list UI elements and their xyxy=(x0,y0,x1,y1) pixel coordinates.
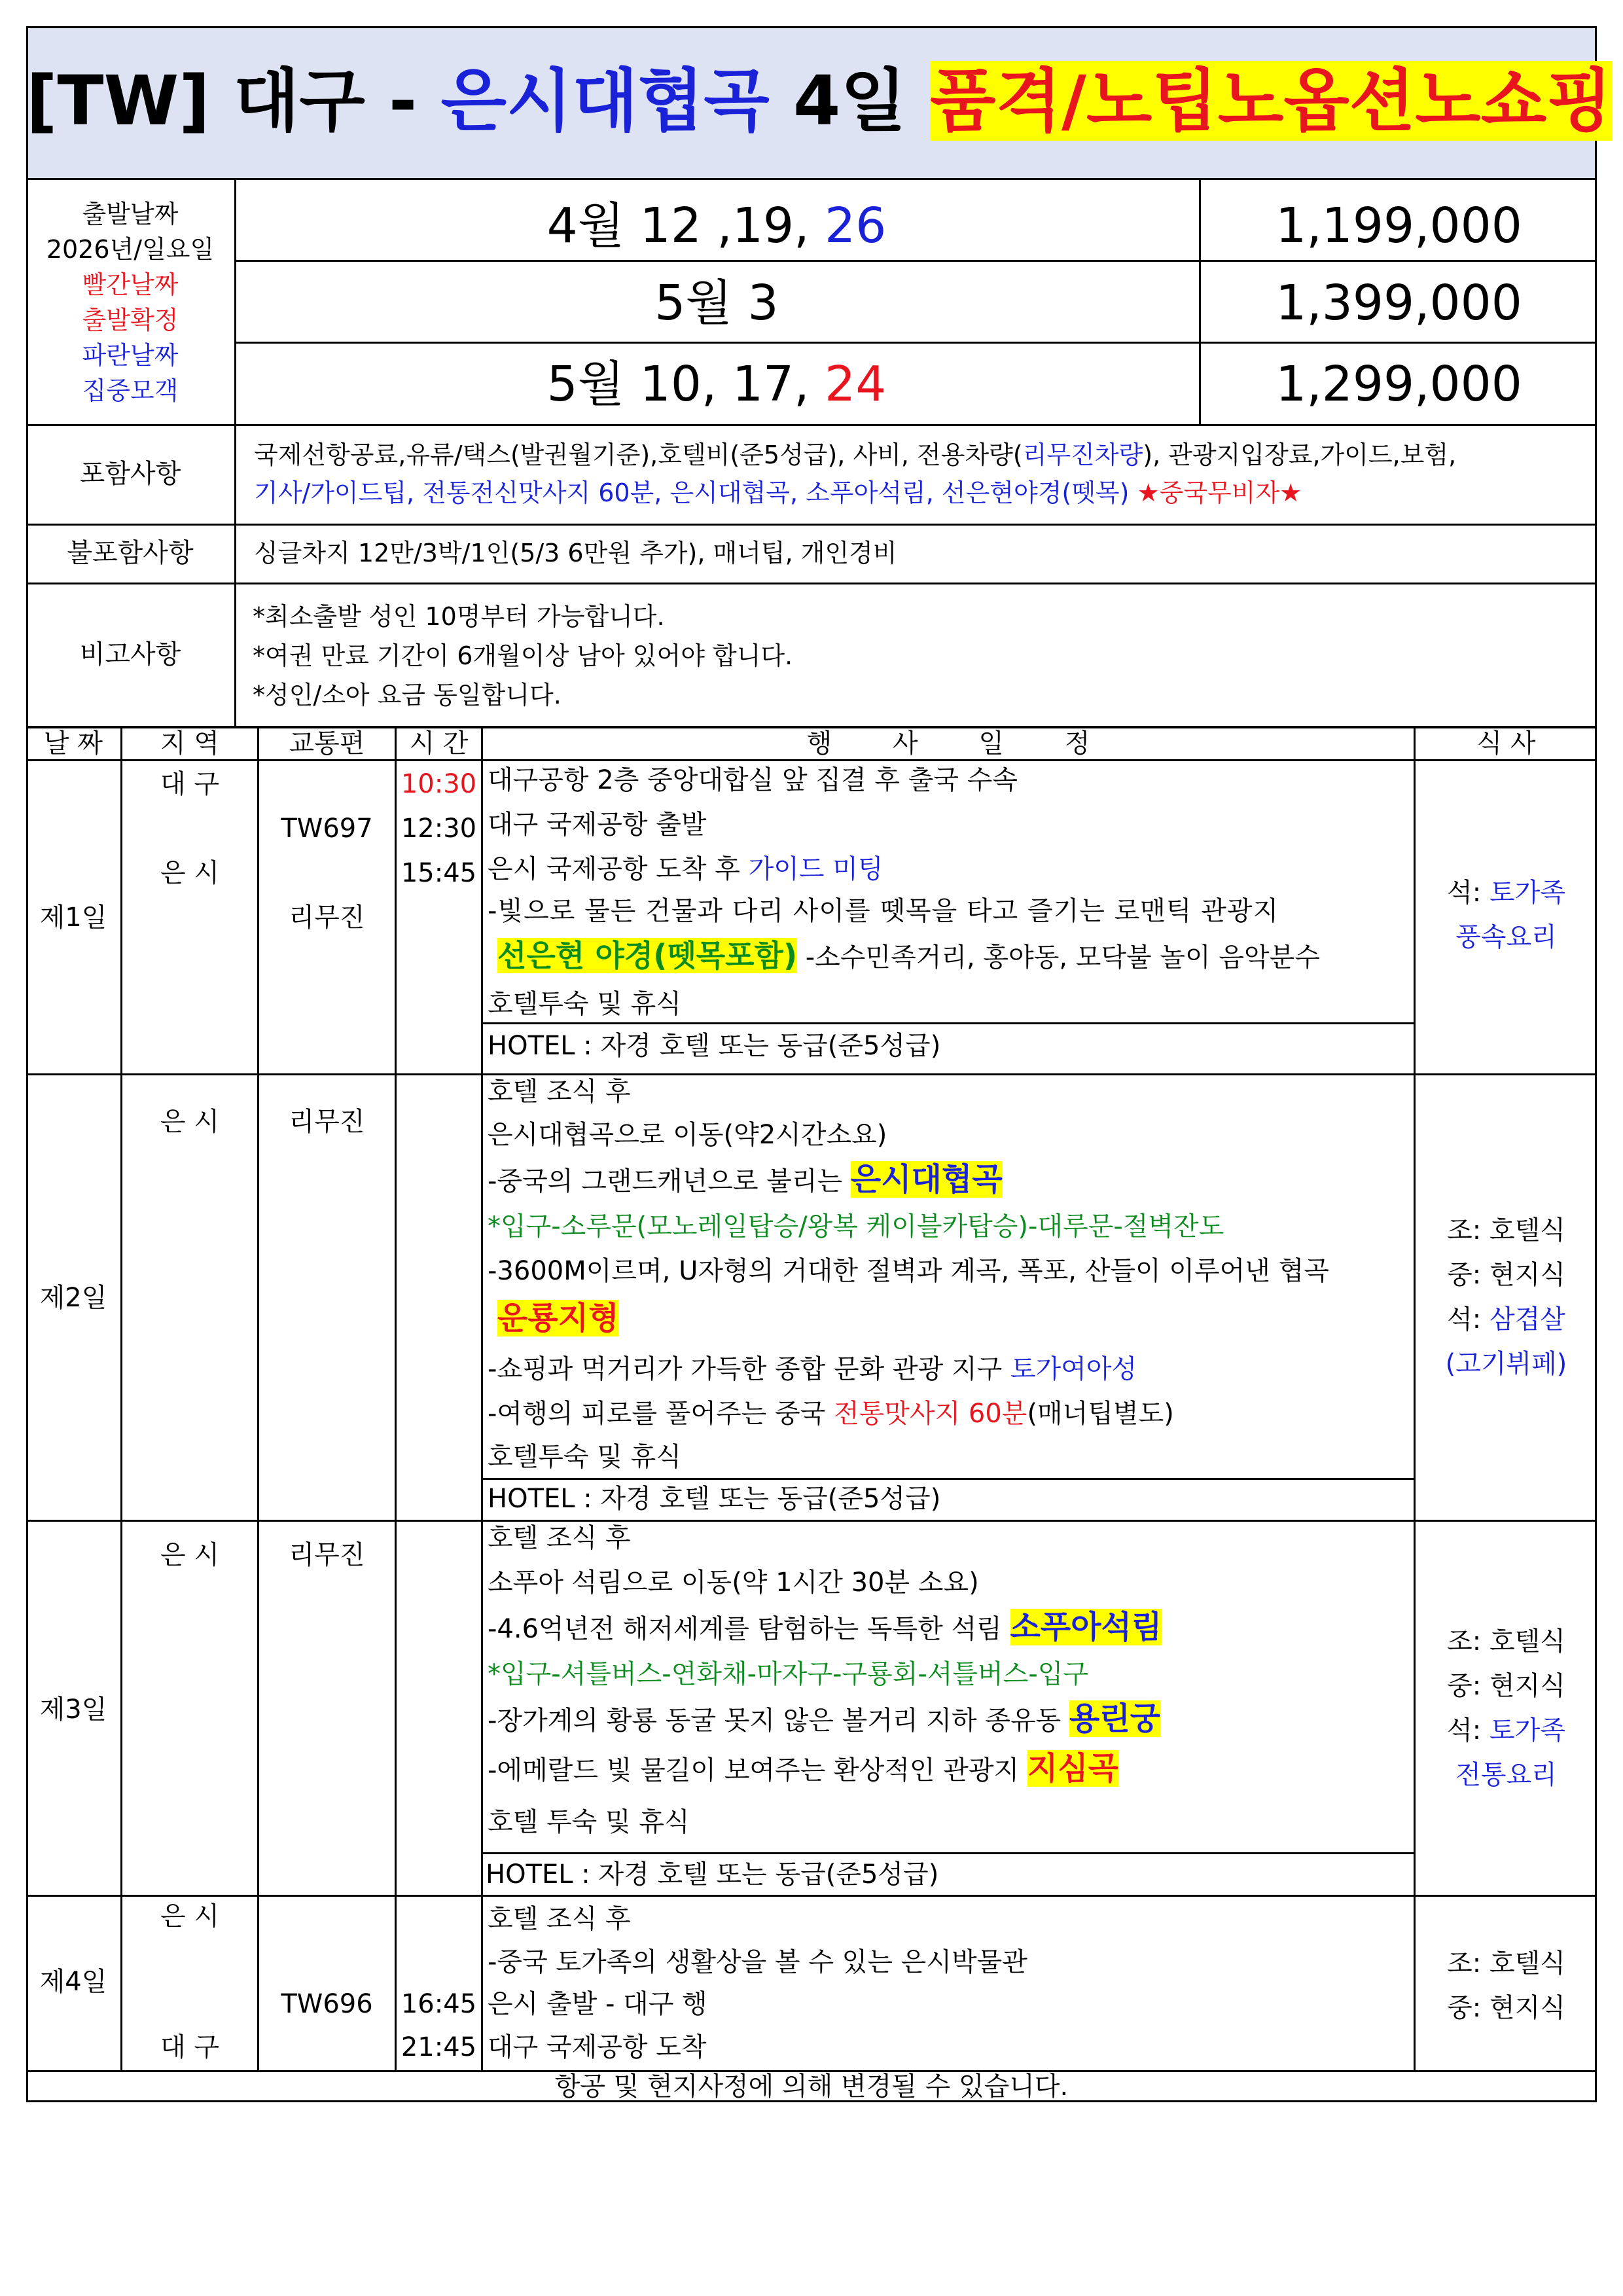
day-2-line-1: 호텔 조식 후 xyxy=(488,1077,631,1107)
day-3-line-3: -4.6억년전 해저세계를 탐험하는 독특한 석림 소푸아석림 xyxy=(488,1609,1162,1645)
cloud-dragon-highlight: 운룡지형 xyxy=(497,1300,619,1336)
day-2-meal: 조: 호텔식 중: 현지식 석: 삼겹살 (고기뷔페) xyxy=(1445,1215,1567,1379)
departure-label: 출발날짜 2026년/일요일 빨간날짜 출발확정 파란날짜 집중모객 xyxy=(46,200,215,405)
day-4-label: 제4일 xyxy=(39,1967,107,1997)
day-3-line-7: 호텔 투숙 및 휴식 xyxy=(488,1807,690,1837)
day-3-line-2: 소푸아 석림으로 이동(약 1시간 30분 소요) xyxy=(488,1568,979,1598)
day-3-meal: 조: 호텔식 중: 현지식 석: 토가족 전통요리 xyxy=(1447,1626,1565,1790)
stone-forest-highlight: 소푸아석림 xyxy=(1010,1609,1162,1645)
day-3-line-6: -에메랄드 빛 물길이 보여주는 환상적인 관광지 지심곡 xyxy=(488,1750,1118,1787)
header-region: 지 역 xyxy=(160,728,219,759)
day-1-time-3: 15:45 xyxy=(401,858,477,888)
day-2-line-7: -쇼핑과 먹거리가 가득한 종합 문화 관광 지구 토가여아성 xyxy=(488,1354,1137,1384)
day-1-time-1: 10:30 xyxy=(401,769,477,799)
header-transport: 교통편 xyxy=(289,728,365,759)
day-1-time-2: 12:30 xyxy=(401,814,477,844)
day-4-line-4: 대구 국제공항 도착 xyxy=(488,2032,707,2062)
day-1-line-6: 호텔투숙 및 휴식 xyxy=(488,989,681,1019)
canyon-highlight: 은시대협곡 xyxy=(850,1161,1003,1198)
day-1-line-3: 은시 국제공항 도착 후 가이드 미팅 xyxy=(488,854,883,884)
day-3-line-5: -장가계의 황룡 동굴 못지 않은 볼거리 지하 종유동 용린궁 xyxy=(488,1700,1161,1737)
included-text: 국제선항공료,유류/택스(발권월기준),호텔비(준5성급), 사비, 전용차량(리무진차량), 관광지입장료,가이드,보험, 기사/가이드팁, 전통전신맛사지 60분, 은시대협곡, 소푸아석림, 선은현야경(뗏목) ★중국무비자★ xyxy=(254,440,1457,507)
day-1-line-2: 대구 국제공항 출발 xyxy=(488,810,707,840)
page-title xyxy=(26,55,1613,147)
title-days: 4일 xyxy=(769,61,931,141)
day-1-line-5: 선은현 야경(뗏목포함) -소수민족거리, 홍야동, 모닥불 놀이 음악분수 xyxy=(497,938,1320,973)
remarks-label: 비고사항 xyxy=(79,639,181,670)
day-2-label: 제2일 xyxy=(39,1283,107,1313)
header-time: 시 간 xyxy=(409,728,469,759)
day-4-time-2: 21:45 xyxy=(401,2032,477,2062)
day-2-line-2: 은시대협곡으로 이동(약2시간소요) xyxy=(488,1120,887,1150)
day-2-line-3: -중국의 그랜드캐년으로 불리는 은시대협곡 xyxy=(488,1161,1003,1198)
earth-heart-valley-highlight: 지심곡 xyxy=(1027,1750,1118,1787)
price-3: 1,299,000 xyxy=(1275,356,1522,412)
day-3-region: 은 시 xyxy=(160,1540,219,1570)
day-4-line-3: 은시 출발 - 대구 행 xyxy=(488,1989,707,2019)
day-2-vehicle: 리무진 xyxy=(289,1107,365,1137)
day-1-label: 제1일 xyxy=(39,903,107,933)
day-2-line-4: *입구-소루문(모노레일탑승/왕복 케이블카탑승)-대루문-절벽잔도 xyxy=(488,1211,1224,1242)
day-2-hotel: HOTEL : 자경 호텔 또는 동급(준5성급) xyxy=(488,1484,941,1514)
title-destination: 은시대협곡 xyxy=(440,61,770,141)
header-schedule: 행 사 일 정 xyxy=(806,728,1090,759)
day-1-flight: TW697 xyxy=(281,814,373,844)
day-2-line-5: -3600M이르며, U자형의 거대한 절벽과 계곡, 폭포, 산들이 이루어낸 협곡 xyxy=(488,1256,1329,1286)
day-3-vehicle: 리무진 xyxy=(289,1540,365,1570)
remarks-text: *최소출발 성인 10명부터 가능합니다. *여권 만료 기간이 6개월이상 남아 있어야 합니다. *성인/소아 요금 동일합니다. xyxy=(253,602,793,709)
price-1: 1,199,000 xyxy=(1275,198,1522,254)
day-3-label: 제3일 xyxy=(39,1695,107,1725)
departure-dates-3: 5월 10, 17, 24 xyxy=(546,356,887,412)
day-4-region-2: 대 구 xyxy=(160,2032,219,2062)
title-tag: 품격/노팁노옵션노쇼핑 xyxy=(930,61,1613,141)
header-day: 날 짜 xyxy=(44,728,103,759)
day-2-line-6 xyxy=(497,1297,618,1341)
header-meal: 식 사 xyxy=(1476,728,1536,759)
day-1-region-2: 은 시 xyxy=(160,858,219,888)
day-4-line-1: 호텔 조식 후 xyxy=(488,1904,631,1934)
day-3-line-1: 호텔 조식 후 xyxy=(488,1523,631,1553)
day-4-meal: 조: 호텔식 중: 현지식 xyxy=(1447,1948,1565,2023)
day-1-vehicle: 리무진 xyxy=(289,903,365,933)
excluded-text: 싱글차지 12만/3박/1인(5/3 6만원 추가), 매너팁, 개인경비 xyxy=(254,539,897,567)
excluded-label: 불포함사항 xyxy=(67,538,194,568)
day-1-meal: 석: 토가족 풍속요리 xyxy=(1447,878,1565,952)
departure-dates-2: 5월 3 xyxy=(654,275,779,331)
price-2: 1,399,000 xyxy=(1275,275,1522,331)
dragon-palace-highlight: 용린궁 xyxy=(1069,1700,1161,1737)
day-3-line-4: *입구-셔틀버스-연화채-마자구-구룡회-셔틀버스-입구 xyxy=(488,1659,1089,1689)
day-2-region: 은 시 xyxy=(160,1107,219,1137)
day-2-line-9: 호텔투숙 및 휴식 xyxy=(488,1442,681,1472)
day-1-line-4: -빛으로 물든 건물과 다리 사이를 뗏목을 타고 즐기는 로맨틱 관광지 xyxy=(488,896,1279,926)
departure-dates-1: 4월 12 ,19, 26 xyxy=(546,198,887,254)
day-1-line-1: 대구공항 2층 중앙대합실 앞 집결 후 출국 수속 xyxy=(488,765,1018,795)
day-3-hotel: HOTEL : 자경 호텔 또는 동급(준5성급) xyxy=(486,1859,939,1890)
included-label: 포함사항 xyxy=(79,459,181,489)
day-4-line-2: -중국 토가족의 생활상을 볼 수 있는 은시박물관 xyxy=(488,1947,1027,1977)
title-prefix: [TW] 대구 - xyxy=(26,61,441,141)
day-4-flight: TW696 xyxy=(281,1989,373,2019)
sunset-raft-highlight: 선은현 야경(뗏목포함) xyxy=(497,938,797,973)
day-4-time-1: 16:45 xyxy=(401,1989,477,2019)
day-1-region-1: 대 구 xyxy=(160,769,219,799)
day-4-region-1: 은 시 xyxy=(160,1901,219,1931)
footer-note: 항공 및 현지사정에 의해 변경될 수 있습니다. xyxy=(554,2072,1069,2102)
day-1-hotel: HOTEL : 자경 호텔 또는 동급(준5성급) xyxy=(488,1031,941,1061)
day-2-line-8: -여행의 피로를 풀어주는 중국 전통맛사지 60분(매너팁별도) xyxy=(488,1399,1174,1429)
